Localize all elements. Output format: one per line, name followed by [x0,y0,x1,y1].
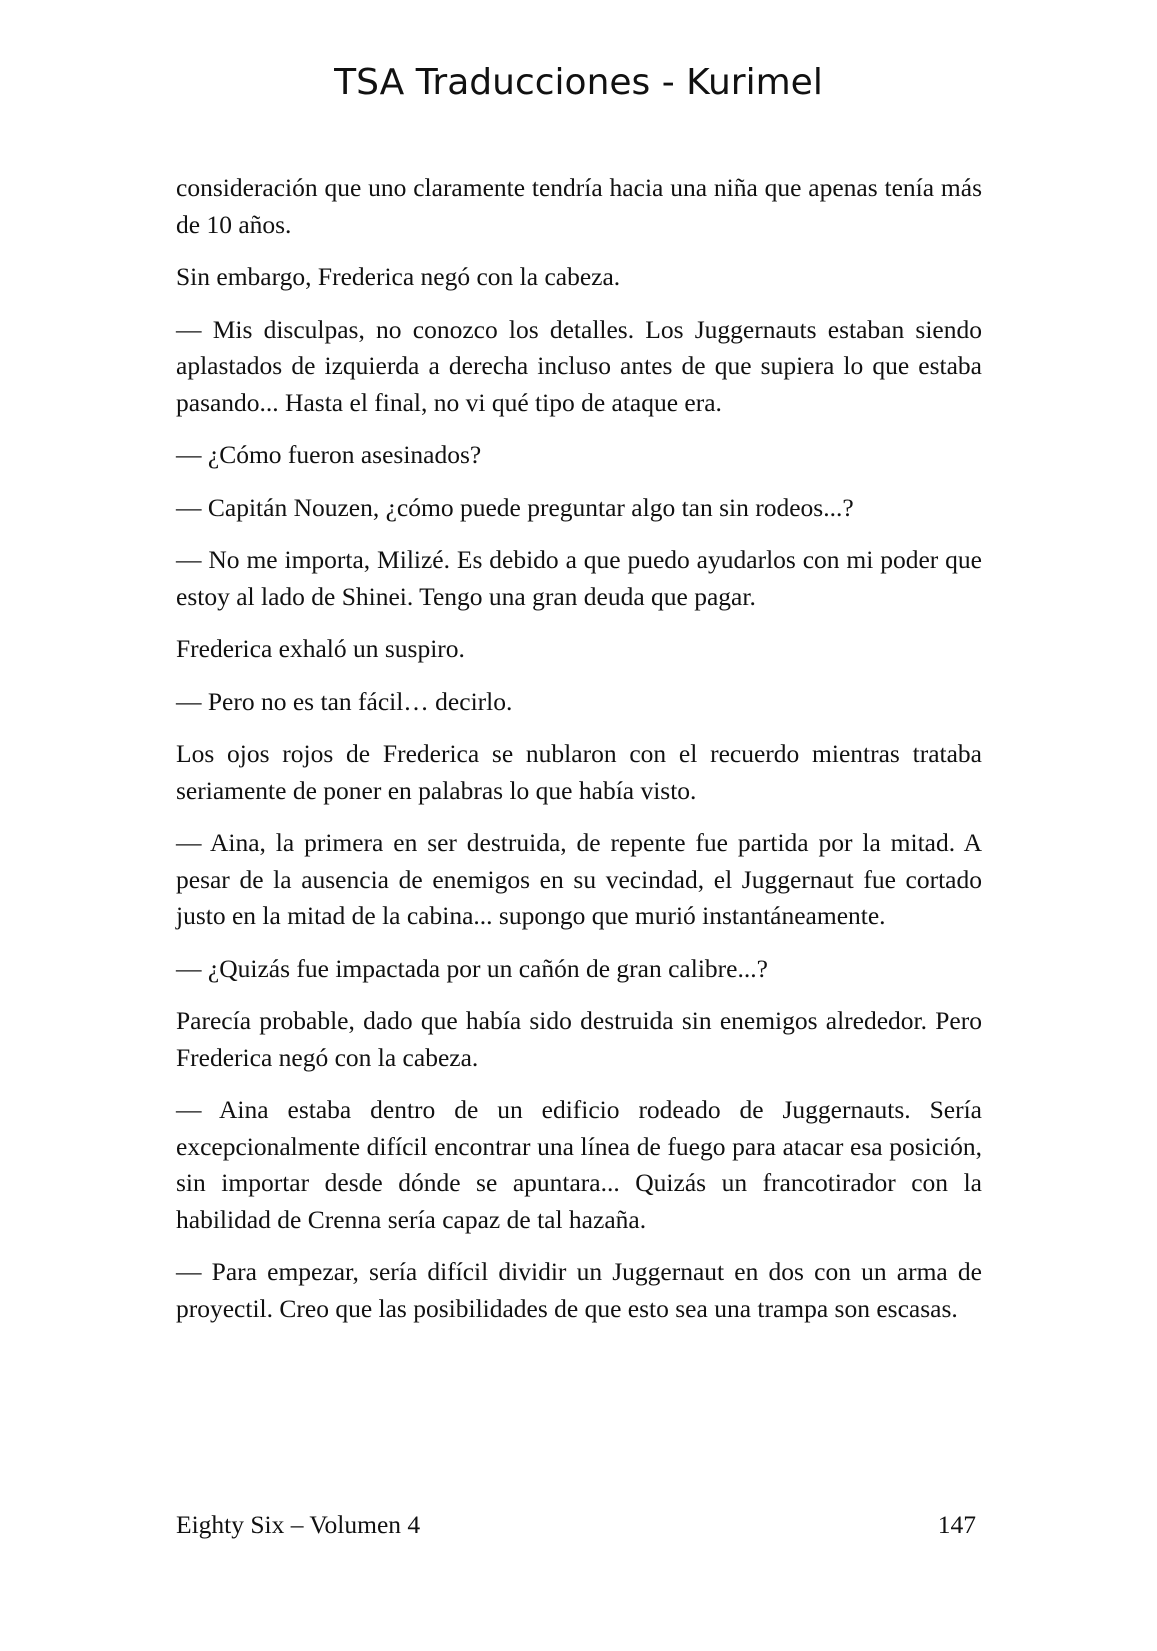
paragraph: — Capitán Nouzen, ¿cómo puede preguntar algo tan sin rodeos...? [176,492,854,522]
paragraph: — Aina, la primera en ser destruida, de repente fue partida por la mitad. A pesar de la ausencia de enemigos en su vecindad, el Juggernaut fue cortado justo en la mitad de la cabina... supongo que murió instantáneamente. [176,828,982,930]
page-header-title: TSA Traducciones - Kurimel [334,62,823,103]
page-footer [176,1510,976,1540]
paragraph: — Para empezar, sería difícil dividir un Juggernaut en dos con un arma de proyectil. Creo que las posibilidades de que esto sea una trampa son escasas. [176,1257,982,1323]
paragraph: — Mis disculpas, no conozco los detalles. Los Juggernauts estaban siendo aplastados de izquierda a derecha incluso antes de que supiera lo que estaba pasando... Hasta el final, no vi qué tipo de ataque era. [176,314,982,417]
paragraph: — No me importa, Milizé. Es debido a que puedo ayudarlos con mi poder que estoy al lado de Shinei. Tengo una gran deuda que pagar. [176,545,982,611]
paragraph: Sin embargo, Frederica negó con la cabeza. [176,262,621,291]
paragraph: consideración que uno claramente tendría hacia una niña que apenas tenía más de 10 años. [176,173,982,239]
paragraph: — ¿Cómo fueron asesinados? [176,440,482,469]
footer-book-title: Eighty Six – Volumen 4 [176,1510,421,1539]
footer-page-number: 147 [937,1510,976,1539]
paragraph: — Pero no es tan fácil… decirlo. [176,686,513,716]
paragraph: — Aina estaba dentro de un edificio rodeado de Juggernauts. Sería excepcionalmente difícil encontrar una línea de fuego para atacar esa posición, sin importar desde dónde se apuntara... Quizás un francotirador con la habilidad de Crenna sería capaz de tal hazaña. [176,1095,982,1234]
paragraph: Frederica exhaló un suspiro. [176,634,465,663]
paragraph: Los ojos rojos de Frederica se nublaron con el recuerdo mientras trataba seriamente de poner en palabras lo que había visto. [176,739,982,805]
paragraph: Parecía probable, dado que había sido destruida sin enemigos alrededor. Pero Frederica negó con la cabeza. [176,1006,982,1072]
paragraph: — ¿Quizás fue impactada por un cañón de gran calibre...? [176,953,768,983]
body-text [176,170,982,1343]
